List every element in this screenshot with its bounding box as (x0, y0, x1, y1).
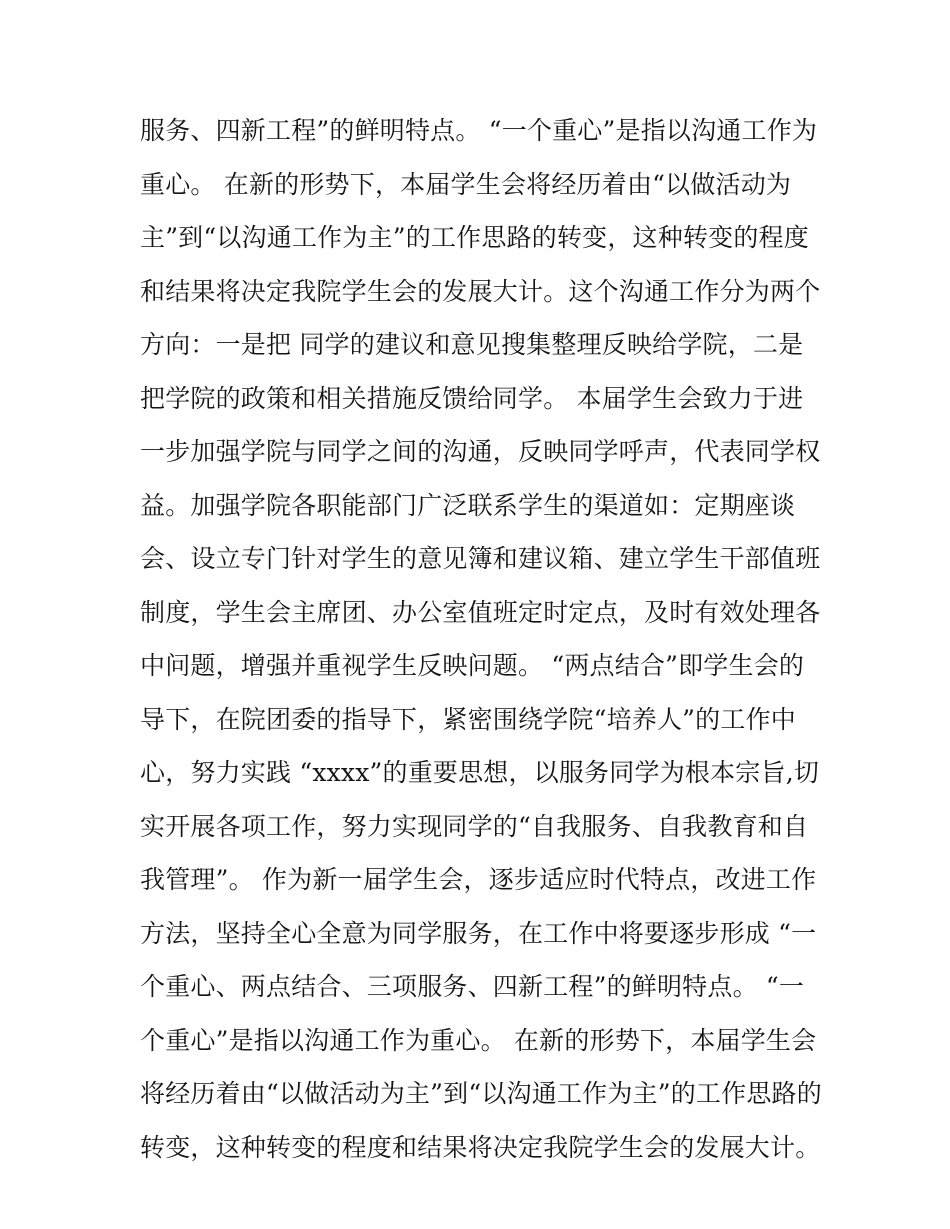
text-line: 中问题，增强并重视学生反映问题。 “两点结合”即学生会的 (140, 651, 805, 680)
text-line: 会、设立专门针对学生的意见簿和建议箱、建立学生干部值班 (140, 544, 821, 573)
text-line: 个重心、两点结合、三项服务、四新工程”的鲜明特点。 “一 (140, 972, 805, 1001)
text-line: 将经历着由“以做活动为主”到“以沟通工作为主”的工作思路的 (140, 1079, 822, 1108)
text-line: 我管理”。 作为新一届学生会，逐步适应时代特点，改进工作 (140, 865, 817, 894)
text-line: 益。加强学院各职能部门广泛联系学生的渠道如：定期座谈 (140, 490, 796, 520)
text-line: 服务、四新工程”的鲜明特点。 “一个重心”是指以沟通工作为 (140, 116, 818, 145)
text-line: 方法，坚持全心全意为同学服务，在工作中将要逐步形成 “一 (140, 918, 817, 948)
text-line: 重心。 在新的形势下，本届学生会将经历着由“以做活动为 (140, 169, 792, 199)
text-line: 制度，学生会主席团、办公室值班定时定点，及时有效处理各 (140, 597, 821, 627)
text-line: 转变，这种转变的程度和结果将决定我院学生会的发展大计。 (140, 1132, 821, 1162)
text-line: 和结果将决定我院学生会的发展大计。这个沟通工作分为两个 (140, 276, 821, 306)
text-line: 心，努力实践 “xxxx”的重要思想，以服务同学为根本宗旨,切 (140, 758, 820, 787)
text-line: 主”到“以沟通工作为主”的工作思路的转变，这种转变的程度 (140, 223, 809, 252)
text-line: 导下，在院团委的指导下，紧密围绕学院“培养人”的工作中 (140, 704, 796, 734)
text-line: 个重心”是指以沟通工作为重心。 在新的形势下，本届学生会 (140, 1025, 817, 1055)
text-line: 实开展各项工作，努力实现同学的“自我服务、自我教育和自 (140, 811, 809, 841)
text-line: 方向：一是把 同学的建议和意见搜集整理反映给学院，二是 (140, 330, 804, 359)
body-text (140, 104, 830, 1174)
text-line: 一步加强学院与同学之间的沟通，反映同学呼声，代表同学权 (140, 437, 821, 466)
text-line: 把学院的政策和相关措施反馈给同学。 本届学生会致力于进 (140, 383, 804, 413)
